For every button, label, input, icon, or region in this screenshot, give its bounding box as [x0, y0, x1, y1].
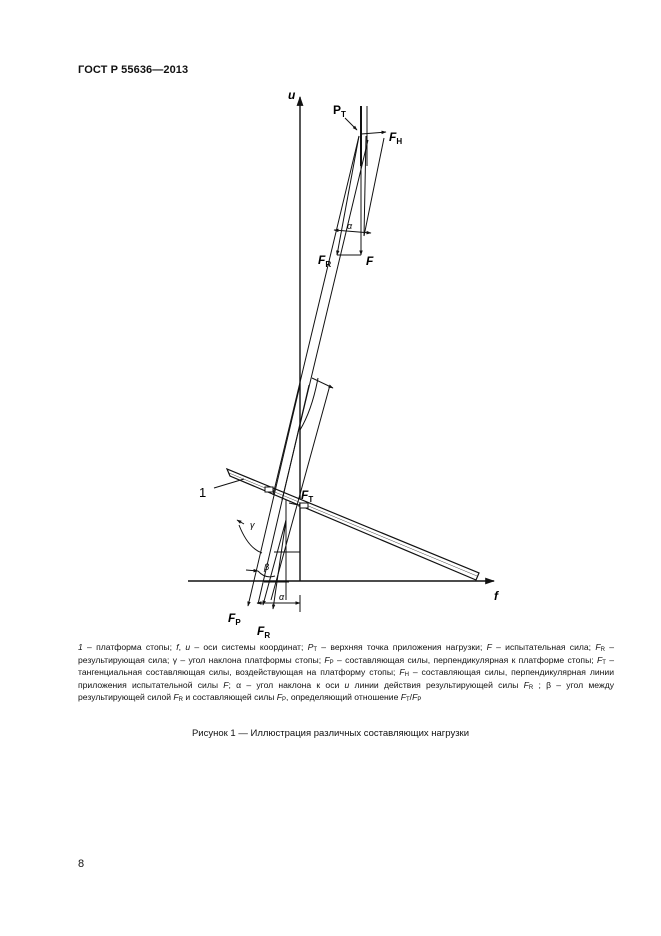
fr-bottom-label: $F_R$ — [257, 624, 271, 640]
platform-label-leader — [214, 479, 244, 488]
f-label: F — [366, 254, 374, 268]
figure-title: Рисунок 1 — Иллюстрация различных составляющих нагрузки — [191, 728, 470, 739]
page-number: 8 — [78, 858, 85, 870]
document-header: ГОСТ Р 55636—2013 — [78, 64, 189, 76]
contact-marker-2 — [300, 503, 308, 508]
alpha-top-label: α — [347, 221, 353, 231]
resultant-line-FR — [337, 136, 359, 255]
ft-label: $F_T$ — [301, 488, 314, 504]
fh-arrow — [361, 132, 386, 134]
axis-f-label: f — [494, 589, 498, 603]
fh-label: $F_H$ — [389, 130, 403, 146]
resultant-long-line — [273, 136, 359, 495]
gamma-label: γ — [250, 520, 255, 530]
platform-number-label: 1 — [199, 485, 207, 500]
fr-top-label: $F_R$ — [318, 253, 332, 269]
figure-legend: 1 – платформа стопы; f, u – оси системы координат; $P_T$ – верхняя точка приложения нагрузки; F – испытательная сила; $F_R$ – результирующая сила; γ – угол наклона платформы стопы; $F_P$ – составляющая силы, перпендикулярная к платформе стопы; $F_T$ – тангенциальная составляющая силы, воздействующая на платформу стопы; $F_H$ – составляющая силы, перпендикулярная линии приложения испытательной силы F; α – угол наклона к оси u линии действия результирующей силы $F_R$ ; β – угол между результирующей силой $F_R$ и составляющей силы $F_P$, определяющий отношение $F_T/F_P$ — [78, 642, 614, 704]
axis-u-label: u — [288, 88, 296, 102]
gamma-tick-left — [237, 520, 244, 524]
fp-label: $F_P$ — [228, 611, 241, 627]
alpha-bottom-label: α — [279, 592, 285, 602]
pt-label: $P_T$ — [333, 103, 346, 119]
beta-label: β — [264, 562, 270, 572]
contact-marker-1 — [265, 487, 273, 492]
pt-leader — [345, 118, 357, 130]
